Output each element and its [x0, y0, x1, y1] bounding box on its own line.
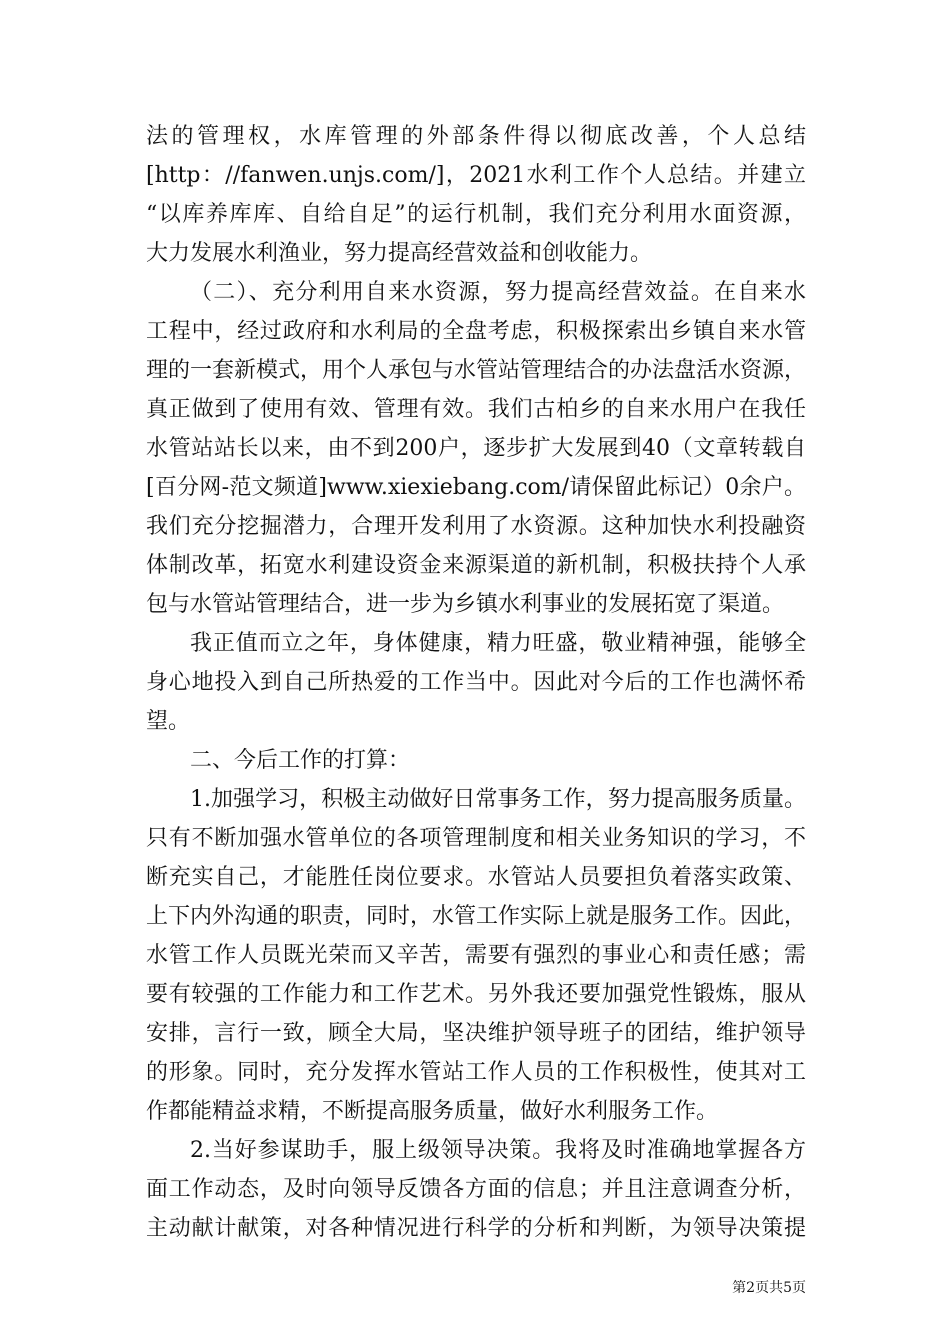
- text-line: 作都能精益求精，不断提高服务质量，做好水利服务工作。: [146, 1099, 719, 1124]
- text-line: 1.加强学习，积极主动做好日常事务工作，努力提高服务质量。: [190, 787, 806, 812]
- text-line: 我们充分挖掘潜力，合理开发利用了水资源。这种加快水利投融资: [146, 514, 806, 539]
- text-line: 水管站站长以来，由不到200户，逐步扩大发展到40（文章转载自: [146, 436, 806, 461]
- text-line: 主动献计献策，对各种情况进行科学的分析和判断，为领导决策提: [146, 1216, 806, 1241]
- text-line: （二）、充分利用自来水资源，努力提高经营效益。在自来水: [190, 280, 806, 305]
- text-line: [http：//fanwen.unjs.com/]，2021水利工作个人总结。并建立: [146, 163, 806, 188]
- text-line: 包与水管站管理结合，进一步为乡镇水利事业的发展拓宽了渠道。: [146, 592, 785, 617]
- page-number-footer: 第2页共5页: [732, 1280, 806, 1296]
- text-line: 体制改革，拓宽水利建设资金来源渠道的新机制，积极扶持个人承: [146, 553, 806, 578]
- text-line: 安排，言行一致，顾全大局，坚决维护领导班子的团结，维护领导: [146, 1021, 806, 1046]
- text-line: 法的管理权，水库管理的外部条件得以彻底改善，个人总结: [146, 124, 806, 149]
- text-line: 的形象。同时，充分发挥水管站工作人员的工作积极性，使其对工: [146, 1060, 806, 1085]
- text-line: 大力发展水利渔业，努力提高经营效益和创收能力。: [146, 241, 653, 266]
- text-line: 真正做到了使用有效、管理有效。我们古柏乡的自来水用户在我任: [146, 397, 806, 422]
- text-line: 望。: [146, 709, 191, 734]
- text-line: 只有不断加强水管单位的各项管理制度和相关业务知识的学习，不: [146, 826, 806, 851]
- section-heading: 二、今后工作的打算：: [190, 748, 411, 773]
- text-line: 理的一套新模式，用个人承包与水管站管理结合的办法盘活水资源，: [146, 358, 807, 383]
- text-line: [百分网-范文频道]www.xiexiebang.com/请保留此标记）0余户。: [146, 475, 806, 500]
- text-line: “以库养库库、自给自足”的运行机制，我们充分利用水面资源，: [146, 202, 806, 227]
- text-line: 工程中，经过政府和水利局的全盘考虑，积极探索出乡镇自来水管: [146, 319, 806, 344]
- text-line: 上下内外沟通的职责，同时，水管工作实际上就是服务工作。因此，: [146, 904, 807, 929]
- text-line: 要有较强的工作能力和工作艺术。另外我还要加强党性锻炼，服从: [146, 982, 806, 1007]
- text-line: 断充实自己，才能胜任岗位要求。水管站人员要担负着落实政策、: [146, 865, 806, 890]
- text-line: 我正值而立之年，身体健康，精力旺盛，敬业精神强，能够全: [190, 631, 806, 656]
- text-line: 身心地投入到自己所热爱的工作当中。因此对今后的工作也满怀希: [146, 670, 806, 695]
- text-line: 水管工作人员既光荣而又辛苦，需要有强烈的事业心和责任感；需: [146, 943, 806, 968]
- text-line: 面工作动态，及时向领导反馈各方面的信息；并且注意调查分析，: [146, 1177, 806, 1202]
- text-line: 2.当好参谋助手，服上级领导决策。我将及时准确地掌握各方: [190, 1138, 806, 1163]
